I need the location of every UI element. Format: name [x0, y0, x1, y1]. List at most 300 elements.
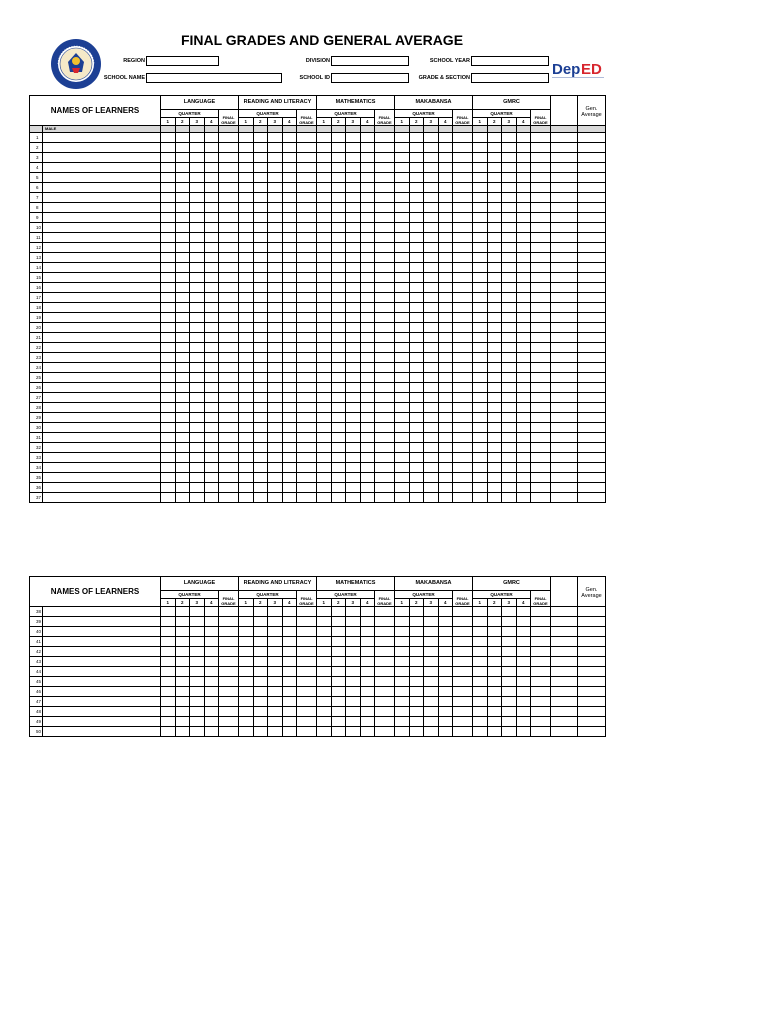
quarter-grade-cell[interactable]: [253, 213, 268, 223]
quarter-grade-cell[interactable]: [502, 323, 517, 333]
quarter-grade-cell[interactable]: [438, 253, 453, 263]
quarter-grade-cell[interactable]: [268, 433, 283, 443]
quarter-grade-cell[interactable]: [438, 423, 453, 433]
quarter-grade-cell[interactable]: [161, 717, 176, 727]
quarter-grade-cell[interactable]: [268, 193, 283, 203]
learner-name-cell[interactable]: [43, 333, 161, 343]
quarter-grade-cell[interactable]: [395, 667, 410, 677]
quarter-grade-cell[interactable]: [239, 353, 254, 363]
quarter-grade-cell[interactable]: [516, 617, 531, 627]
quarter-grade-cell[interactable]: [331, 617, 346, 627]
quarter-grade-cell[interactable]: [331, 423, 346, 433]
quarter-grade-cell[interactable]: [395, 697, 410, 707]
quarter-grade-cell[interactable]: [473, 727, 488, 737]
quarter-grade-cell[interactable]: [239, 263, 254, 273]
final-grade-cell[interactable]: [531, 707, 551, 717]
quarter-grade-cell[interactable]: [317, 403, 332, 413]
quarter-grade-cell[interactable]: [204, 423, 219, 433]
quarter-grade-cell[interactable]: [331, 727, 346, 737]
final-grade-cell[interactable]: [219, 153, 239, 163]
quarter-grade-cell[interactable]: [502, 617, 517, 627]
quarter-grade-cell[interactable]: [317, 193, 332, 203]
quarter-grade-cell[interactable]: [161, 353, 176, 363]
final-grade-cell[interactable]: [219, 263, 239, 273]
final-grade-cell[interactable]: [453, 263, 473, 273]
quarter-grade-cell[interactable]: [282, 667, 297, 677]
quarter-grade-cell[interactable]: [239, 667, 254, 677]
quarter-grade-cell[interactable]: [190, 657, 205, 667]
quarter-grade-cell[interactable]: [204, 233, 219, 243]
quarter-grade-cell[interactable]: [360, 343, 375, 353]
quarter-grade-cell[interactable]: [487, 313, 502, 323]
final-grade-cell[interactable]: [375, 403, 395, 413]
quarter-grade-cell[interactable]: [317, 263, 332, 273]
quarter-grade-cell[interactable]: [317, 443, 332, 453]
quarter-grade-cell[interactable]: [346, 627, 361, 637]
quarter-grade-cell[interactable]: [409, 283, 424, 293]
quarter-grade-cell[interactable]: [424, 353, 439, 363]
final-grade-cell[interactable]: [453, 637, 473, 647]
final-grade-cell[interactable]: [453, 213, 473, 223]
final-grade-cell[interactable]: [453, 607, 473, 617]
quarter-grade-cell[interactable]: [268, 233, 283, 243]
learner-name-cell[interactable]: [43, 647, 161, 657]
gen-average-cell[interactable]: [578, 183, 606, 193]
gen-average-cell[interactable]: [578, 677, 606, 687]
quarter-grade-cell[interactable]: [331, 453, 346, 463]
quarter-grade-cell[interactable]: [424, 193, 439, 203]
quarter-grade-cell[interactable]: [438, 697, 453, 707]
gen-average-cell[interactable]: [578, 697, 606, 707]
quarter-grade-cell[interactable]: [516, 727, 531, 737]
quarter-grade-cell[interactable]: [473, 717, 488, 727]
quarter-grade-cell[interactable]: [473, 253, 488, 263]
quarter-grade-cell[interactable]: [253, 707, 268, 717]
quarter-grade-cell[interactable]: [409, 383, 424, 393]
quarter-grade-cell[interactable]: [175, 173, 190, 183]
final-grade-cell[interactable]: [453, 727, 473, 737]
quarter-grade-cell[interactable]: [424, 343, 439, 353]
quarter-grade-cell[interactable]: [268, 627, 283, 637]
quarter-grade-cell[interactable]: [395, 433, 410, 443]
quarter-grade-cell[interactable]: [487, 373, 502, 383]
quarter-grade-cell[interactable]: [317, 617, 332, 627]
quarter-grade-cell[interactable]: [424, 443, 439, 453]
quarter-grade-cell[interactable]: [331, 697, 346, 707]
quarter-grade-cell[interactable]: [502, 637, 517, 647]
quarter-grade-cell[interactable]: [346, 353, 361, 363]
quarter-grade-cell[interactable]: [317, 373, 332, 383]
quarter-grade-cell[interactable]: [239, 657, 254, 667]
final-grade-cell[interactable]: [219, 353, 239, 363]
quarter-grade-cell[interactable]: [190, 243, 205, 253]
quarter-grade-cell[interactable]: [409, 203, 424, 213]
quarter-grade-cell[interactable]: [395, 213, 410, 223]
quarter-grade-cell[interactable]: [395, 323, 410, 333]
quarter-grade-cell[interactable]: [282, 433, 297, 443]
quarter-grade-cell[interactable]: [424, 707, 439, 717]
quarter-grade-cell[interactable]: [317, 677, 332, 687]
quarter-grade-cell[interactable]: [253, 193, 268, 203]
final-grade-cell[interactable]: [219, 687, 239, 697]
final-grade-cell[interactable]: [297, 223, 317, 233]
quarter-grade-cell[interactable]: [204, 443, 219, 453]
quarter-grade-cell[interactable]: [473, 373, 488, 383]
final-grade-cell[interactable]: [375, 153, 395, 163]
final-grade-cell[interactable]: [375, 493, 395, 503]
quarter-grade-cell[interactable]: [282, 233, 297, 243]
quarter-grade-cell[interactable]: [253, 383, 268, 393]
quarter-grade-cell[interactable]: [161, 667, 176, 677]
quarter-grade-cell[interactable]: [161, 687, 176, 697]
quarter-grade-cell[interactable]: [516, 163, 531, 173]
quarter-grade-cell[interactable]: [473, 433, 488, 443]
quarter-grade-cell[interactable]: [395, 153, 410, 163]
quarter-grade-cell[interactable]: [346, 637, 361, 647]
gen-average-cell[interactable]: [578, 303, 606, 313]
quarter-grade-cell[interactable]: [253, 183, 268, 193]
quarter-grade-cell[interactable]: [282, 263, 297, 273]
quarter-grade-cell[interactable]: [502, 647, 517, 657]
quarter-grade-cell[interactable]: [331, 493, 346, 503]
quarter-grade-cell[interactable]: [516, 687, 531, 697]
quarter-grade-cell[interactable]: [502, 343, 517, 353]
final-grade-cell[interactable]: [297, 193, 317, 203]
final-grade-cell[interactable]: [375, 373, 395, 383]
quarter-grade-cell[interactable]: [516, 383, 531, 393]
final-grade-cell[interactable]: [297, 263, 317, 273]
quarter-grade-cell[interactable]: [190, 203, 205, 213]
learner-name-cell[interactable]: [43, 403, 161, 413]
quarter-grade-cell[interactable]: [346, 243, 361, 253]
final-grade-cell[interactable]: [219, 223, 239, 233]
quarter-grade-cell[interactable]: [346, 707, 361, 717]
final-grade-cell[interactable]: [531, 283, 551, 293]
quarter-grade-cell[interactable]: [268, 413, 283, 423]
quarter-grade-cell[interactable]: [424, 233, 439, 243]
quarter-grade-cell[interactable]: [239, 283, 254, 293]
quarter-grade-cell[interactable]: [473, 133, 488, 143]
quarter-grade-cell[interactable]: [268, 687, 283, 697]
final-grade-cell[interactable]: [219, 657, 239, 667]
quarter-grade-cell[interactable]: [161, 343, 176, 353]
quarter-grade-cell[interactable]: [175, 453, 190, 463]
final-grade-cell[interactable]: [219, 727, 239, 737]
quarter-grade-cell[interactable]: [395, 383, 410, 393]
quarter-grade-cell[interactable]: [346, 473, 361, 483]
quarter-grade-cell[interactable]: [282, 173, 297, 183]
quarter-grade-cell[interactable]: [409, 233, 424, 243]
final-grade-cell[interactable]: [297, 403, 317, 413]
learner-name-cell[interactable]: [43, 183, 161, 193]
learner-name-cell[interactable]: [43, 483, 161, 493]
quarter-grade-cell[interactable]: [175, 143, 190, 153]
quarter-grade-cell[interactable]: [346, 203, 361, 213]
final-grade-cell[interactable]: [531, 667, 551, 677]
quarter-grade-cell[interactable]: [346, 343, 361, 353]
quarter-grade-cell[interactable]: [395, 223, 410, 233]
quarter-grade-cell[interactable]: [409, 473, 424, 483]
quarter-grade-cell[interactable]: [175, 243, 190, 253]
quarter-grade-cell[interactable]: [487, 697, 502, 707]
gen-average-cell[interactable]: [578, 433, 606, 443]
final-grade-cell[interactable]: [375, 363, 395, 373]
final-grade-cell[interactable]: [531, 213, 551, 223]
quarter-grade-cell[interactable]: [253, 473, 268, 483]
final-grade-cell[interactable]: [531, 243, 551, 253]
quarter-grade-cell[interactable]: [360, 677, 375, 687]
quarter-grade-cell[interactable]: [516, 293, 531, 303]
quarter-grade-cell[interactable]: [175, 393, 190, 403]
quarter-grade-cell[interactable]: [282, 273, 297, 283]
quarter-grade-cell[interactable]: [438, 143, 453, 153]
quarter-grade-cell[interactable]: [516, 453, 531, 463]
quarter-grade-cell[interactable]: [395, 473, 410, 483]
quarter-grade-cell[interactable]: [502, 333, 517, 343]
quarter-grade-cell[interactable]: [204, 143, 219, 153]
quarter-grade-cell[interactable]: [473, 283, 488, 293]
quarter-grade-cell[interactable]: [360, 183, 375, 193]
quarter-grade-cell[interactable]: [516, 223, 531, 233]
quarter-grade-cell[interactable]: [473, 483, 488, 493]
final-grade-cell[interactable]: [375, 667, 395, 677]
final-grade-cell[interactable]: [219, 627, 239, 637]
quarter-grade-cell[interactable]: [331, 717, 346, 727]
quarter-grade-cell[interactable]: [360, 253, 375, 263]
gen-average-cell[interactable]: [578, 707, 606, 717]
quarter-grade-cell[interactable]: [204, 173, 219, 183]
quarter-grade-cell[interactable]: [424, 413, 439, 423]
quarter-grade-cell[interactable]: [317, 353, 332, 363]
final-grade-cell[interactable]: [297, 373, 317, 383]
final-grade-cell[interactable]: [375, 223, 395, 233]
quarter-grade-cell[interactable]: [190, 353, 205, 363]
quarter-grade-cell[interactable]: [317, 283, 332, 293]
final-grade-cell[interactable]: [453, 483, 473, 493]
quarter-grade-cell[interactable]: [239, 483, 254, 493]
quarter-grade-cell[interactable]: [395, 393, 410, 403]
quarter-grade-cell[interactable]: [268, 203, 283, 213]
quarter-grade-cell[interactable]: [424, 493, 439, 503]
quarter-grade-cell[interactable]: [331, 313, 346, 323]
final-grade-cell[interactable]: [531, 383, 551, 393]
quarter-grade-cell[interactable]: [516, 627, 531, 637]
quarter-grade-cell[interactable]: [516, 637, 531, 647]
gen-average-cell[interactable]: [578, 283, 606, 293]
quarter-grade-cell[interactable]: [516, 667, 531, 677]
quarter-grade-cell[interactable]: [346, 213, 361, 223]
quarter-grade-cell[interactable]: [239, 333, 254, 343]
quarter-grade-cell[interactable]: [395, 657, 410, 667]
quarter-grade-cell[interactable]: [331, 707, 346, 717]
final-grade-cell[interactable]: [375, 687, 395, 697]
quarter-grade-cell[interactable]: [516, 403, 531, 413]
final-grade-cell[interactable]: [219, 313, 239, 323]
final-grade-cell[interactable]: [375, 183, 395, 193]
quarter-grade-cell[interactable]: [360, 223, 375, 233]
quarter-grade-cell[interactable]: [317, 233, 332, 243]
final-grade-cell[interactable]: [219, 607, 239, 617]
gen-average-cell[interactable]: [578, 667, 606, 677]
quarter-grade-cell[interactable]: [161, 243, 176, 253]
quarter-grade-cell[interactable]: [473, 443, 488, 453]
quarter-grade-cell[interactable]: [409, 637, 424, 647]
final-grade-cell[interactable]: [297, 243, 317, 253]
quarter-grade-cell[interactable]: [473, 333, 488, 343]
quarter-grade-cell[interactable]: [487, 243, 502, 253]
final-grade-cell[interactable]: [297, 717, 317, 727]
quarter-grade-cell[interactable]: [395, 143, 410, 153]
quarter-grade-cell[interactable]: [346, 333, 361, 343]
quarter-grade-cell[interactable]: [282, 463, 297, 473]
quarter-grade-cell[interactable]: [161, 473, 176, 483]
quarter-grade-cell[interactable]: [175, 313, 190, 323]
final-grade-cell[interactable]: [219, 617, 239, 627]
quarter-grade-cell[interactable]: [331, 483, 346, 493]
quarter-grade-cell[interactable]: [424, 263, 439, 273]
quarter-grade-cell[interactable]: [424, 323, 439, 333]
quarter-grade-cell[interactable]: [438, 717, 453, 727]
quarter-grade-cell[interactable]: [190, 213, 205, 223]
quarter-grade-cell[interactable]: [502, 213, 517, 223]
quarter-grade-cell[interactable]: [331, 373, 346, 383]
quarter-grade-cell[interactable]: [487, 273, 502, 283]
final-grade-cell[interactable]: [453, 343, 473, 353]
quarter-grade-cell[interactable]: [190, 323, 205, 333]
quarter-grade-cell[interactable]: [409, 173, 424, 183]
final-grade-cell[interactable]: [375, 253, 395, 263]
quarter-grade-cell[interactable]: [487, 163, 502, 173]
quarter-grade-cell[interactable]: [438, 647, 453, 657]
quarter-grade-cell[interactable]: [317, 637, 332, 647]
final-grade-cell[interactable]: [531, 433, 551, 443]
quarter-grade-cell[interactable]: [282, 313, 297, 323]
quarter-grade-cell[interactable]: [473, 223, 488, 233]
gen-average-cell[interactable]: [578, 443, 606, 453]
quarter-grade-cell[interactable]: [409, 143, 424, 153]
quarter-grade-cell[interactable]: [473, 423, 488, 433]
quarter-grade-cell[interactable]: [331, 293, 346, 303]
final-grade-cell[interactable]: [297, 493, 317, 503]
quarter-grade-cell[interactable]: [239, 403, 254, 413]
quarter-grade-cell[interactable]: [175, 647, 190, 657]
quarter-grade-cell[interactable]: [424, 173, 439, 183]
final-grade-cell[interactable]: [297, 627, 317, 637]
quarter-grade-cell[interactable]: [502, 667, 517, 677]
quarter-grade-cell[interactable]: [424, 393, 439, 403]
final-grade-cell[interactable]: [297, 253, 317, 263]
final-grade-cell[interactable]: [453, 143, 473, 153]
final-grade-cell[interactable]: [453, 383, 473, 393]
quarter-grade-cell[interactable]: [502, 483, 517, 493]
quarter-grade-cell[interactable]: [409, 193, 424, 203]
final-grade-cell[interactable]: [531, 463, 551, 473]
quarter-grade-cell[interactable]: [268, 283, 283, 293]
quarter-grade-cell[interactable]: [161, 233, 176, 243]
quarter-grade-cell[interactable]: [502, 363, 517, 373]
quarter-grade-cell[interactable]: [438, 617, 453, 627]
quarter-grade-cell[interactable]: [409, 313, 424, 323]
quarter-grade-cell[interactable]: [438, 707, 453, 717]
final-grade-cell[interactable]: [219, 677, 239, 687]
quarter-grade-cell[interactable]: [424, 657, 439, 667]
quarter-grade-cell[interactable]: [487, 647, 502, 657]
gen-average-cell[interactable]: [578, 333, 606, 343]
quarter-grade-cell[interactable]: [239, 253, 254, 263]
gen-average-cell[interactable]: [578, 193, 606, 203]
quarter-grade-cell[interactable]: [487, 283, 502, 293]
quarter-grade-cell[interactable]: [190, 637, 205, 647]
final-grade-cell[interactable]: [453, 173, 473, 183]
quarter-grade-cell[interactable]: [473, 647, 488, 657]
quarter-grade-cell[interactable]: [331, 173, 346, 183]
quarter-grade-cell[interactable]: [239, 293, 254, 303]
quarter-grade-cell[interactable]: [438, 433, 453, 443]
quarter-grade-cell[interactable]: [502, 383, 517, 393]
quarter-grade-cell[interactable]: [516, 273, 531, 283]
quarter-grade-cell[interactable]: [331, 153, 346, 163]
quarter-grade-cell[interactable]: [487, 657, 502, 667]
gen-average-cell[interactable]: [578, 647, 606, 657]
quarter-grade-cell[interactable]: [409, 293, 424, 303]
quarter-grade-cell[interactable]: [487, 403, 502, 413]
quarter-grade-cell[interactable]: [268, 717, 283, 727]
quarter-grade-cell[interactable]: [409, 213, 424, 223]
quarter-grade-cell[interactable]: [282, 293, 297, 303]
final-grade-cell[interactable]: [531, 423, 551, 433]
quarter-grade-cell[interactable]: [424, 463, 439, 473]
quarter-grade-cell[interactable]: [161, 453, 176, 463]
quarter-grade-cell[interactable]: [395, 313, 410, 323]
quarter-grade-cell[interactable]: [473, 393, 488, 403]
quarter-grade-cell[interactable]: [253, 283, 268, 293]
quarter-grade-cell[interactable]: [346, 263, 361, 273]
gen-average-cell[interactable]: [578, 493, 606, 503]
quarter-grade-cell[interactable]: [438, 363, 453, 373]
final-grade-cell[interactable]: [453, 273, 473, 283]
quarter-grade-cell[interactable]: [282, 627, 297, 637]
quarter-grade-cell[interactable]: [239, 183, 254, 193]
quarter-grade-cell[interactable]: [331, 183, 346, 193]
quarter-grade-cell[interactable]: [346, 193, 361, 203]
quarter-grade-cell[interactable]: [473, 203, 488, 213]
final-grade-cell[interactable]: [219, 173, 239, 183]
learner-name-cell[interactable]: [43, 383, 161, 393]
final-grade-cell[interactable]: [453, 313, 473, 323]
final-grade-cell[interactable]: [453, 163, 473, 173]
quarter-grade-cell[interactable]: [502, 413, 517, 423]
quarter-grade-cell[interactable]: [395, 463, 410, 473]
quarter-grade-cell[interactable]: [268, 657, 283, 667]
quarter-grade-cell[interactable]: [502, 433, 517, 443]
gen-average-cell[interactable]: [578, 687, 606, 697]
learner-name-cell[interactable]: [43, 687, 161, 697]
gen-average-cell[interactable]: [578, 133, 606, 143]
quarter-grade-cell[interactable]: [346, 393, 361, 403]
quarter-grade-cell[interactable]: [438, 373, 453, 383]
final-grade-cell[interactable]: [219, 707, 239, 717]
learner-name-cell[interactable]: [43, 133, 161, 143]
quarter-grade-cell[interactable]: [253, 483, 268, 493]
final-grade-cell[interactable]: [531, 133, 551, 143]
final-grade-cell[interactable]: [375, 273, 395, 283]
final-grade-cell[interactable]: [531, 717, 551, 727]
final-grade-cell[interactable]: [219, 413, 239, 423]
final-grade-cell[interactable]: [297, 213, 317, 223]
quarter-grade-cell[interactable]: [204, 657, 219, 667]
quarter-grade-cell[interactable]: [360, 433, 375, 443]
quarter-grade-cell[interactable]: [516, 483, 531, 493]
